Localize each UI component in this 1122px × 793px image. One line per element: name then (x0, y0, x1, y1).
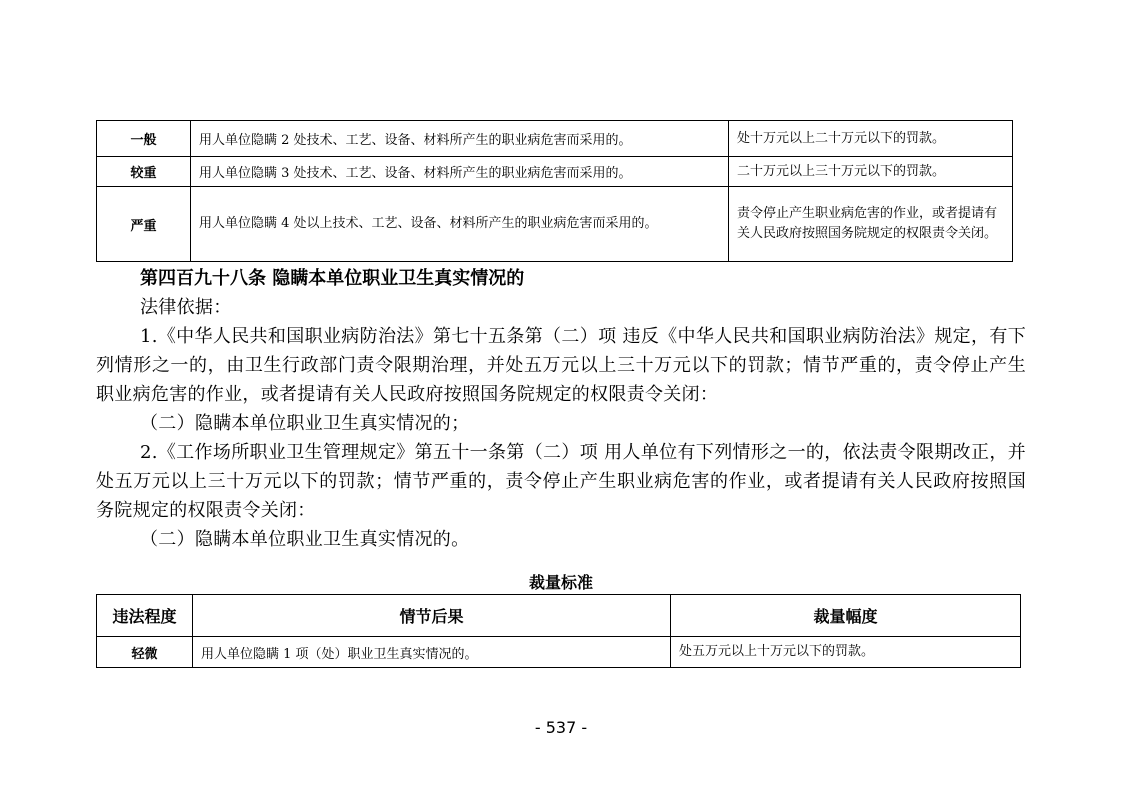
article-body (96, 293, 1026, 554)
discretion-standard-table (96, 594, 1021, 668)
table-header-row (97, 595, 1021, 637)
penalty-cell: 责令停止产生职业病危害的作业，或者提请有关人民政府按照国务院规定的权限责令关闭。 (729, 187, 1013, 262)
level-cell: 严重 (97, 187, 191, 262)
legal-basis-item: （二）隐瞒本单位职业卫生真实情况的； (140, 413, 470, 434)
level-cell: 轻微 (97, 637, 193, 668)
table-row (97, 637, 1021, 668)
condition-cell: 用人单位隐瞒 2 处技术、工艺、设备、材料所产生的职业病危害而采用的。 (191, 121, 729, 157)
condition-cell: 用人单位隐瞒 3 处技术、工艺、设备、材料所产生的职业病危害而采用的。 (191, 157, 729, 187)
column-header: 裁量幅度 (671, 595, 1021, 637)
penalty-cell: 二十万元以上三十万元以下的罚款。 (729, 157, 1013, 187)
level-cell: 较重 (97, 157, 191, 187)
discretion-table-continued (96, 120, 1013, 262)
table-row (97, 187, 1013, 262)
penalty-cell: 处十万元以上二十万元以下的罚款。 (729, 121, 1013, 157)
table-row (97, 121, 1013, 157)
level-cell: 一般 (97, 121, 191, 157)
article-heading: 第四百九十八条 隐瞒本单位职业卫生真实情况的 (140, 268, 525, 289)
legal-basis-label: 法律依据： (140, 297, 232, 318)
table-row (97, 157, 1013, 187)
condition-cell: 用人单位隐瞒 1 项（处）职业卫生真实情况的。 (193, 637, 671, 668)
column-header: 情节后果 (193, 595, 671, 637)
legal-basis-paragraph: 1.《中华人民共和国职业病防治法》第七十五条第（二）项 违反《中华人民共和国职业病防治法》规定，有下列情形之一的，由卫生行政部门责令限期治理，并处五万元以上三十万元以下的罚款；情节严重的，责令停止产生职业病危害的作业，或者提请有关人民政府按照国务院规定的权限责令关闭： (96, 326, 1026, 405)
legal-basis-paragraph: 2.《工作场所职业卫生管理规定》第五十一条第（二）项 用人单位有下列情形之一的，依法责令限期改正，并处五万元以上三十万元以下的罚款；情节严重的，责令停止产生职业病危害的作业，或者提请有关人民政府按照国务院规定的权限责令关闭： (96, 442, 1026, 521)
legal-basis-item: （二）隐瞒本单位职业卫生真实情况的。 (140, 529, 470, 550)
table-caption: 裁量标准 (528, 573, 593, 592)
page-number: - 537 - (534, 718, 588, 737)
condition-cell: 用人单位隐瞒 4 处以上技术、工艺、设备、材料所产生的职业病危害而采用的。 (191, 187, 729, 262)
penalty-cell: 处五万元以上十万元以下的罚款。 (671, 637, 1021, 668)
column-header: 违法程度 (97, 595, 193, 637)
